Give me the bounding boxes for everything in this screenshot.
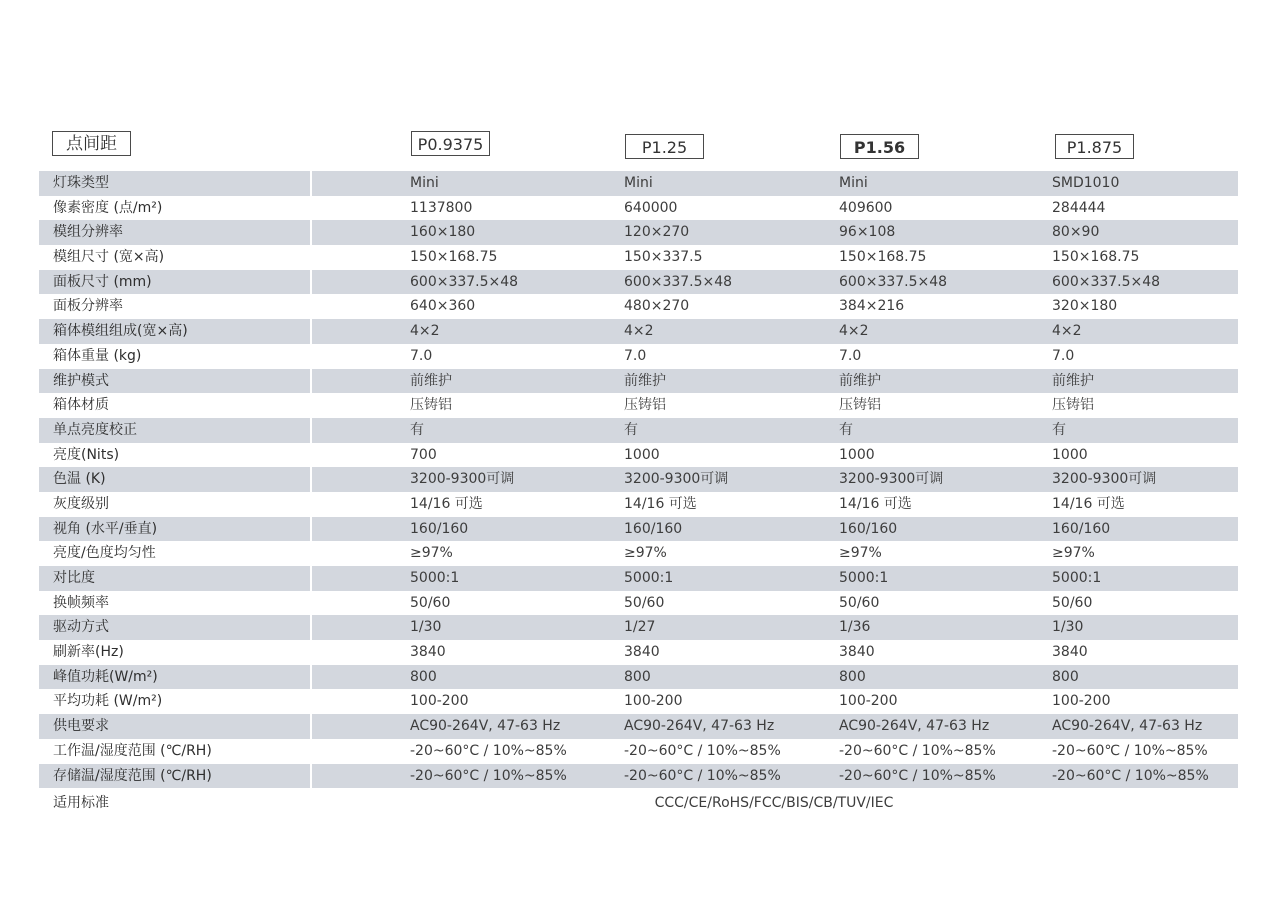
- spec-label: 供电要求: [53, 718, 109, 735]
- spec-value: 50/60: [839, 594, 880, 611]
- spec-row: [39, 319, 1238, 344]
- column-divider: [310, 467, 312, 492]
- spec-value: Mini: [839, 175, 868, 191]
- column-header-p1-56: [840, 134, 919, 159]
- spec-value: 4×2: [624, 323, 654, 340]
- spec-value: 3840: [410, 644, 446, 661]
- spec-value: 3200-9300可调: [839, 471, 944, 488]
- pitch-label: 点间距: [66, 134, 117, 154]
- spec-value: ≥97%: [839, 545, 882, 562]
- standards-label: 适用标准: [53, 795, 109, 812]
- spec-label: 亮度/色度均匀性: [53, 545, 156, 562]
- spec-row: [39, 689, 1238, 714]
- spec-label: 灯珠类型: [53, 175, 109, 191]
- spec-value: AC90-264V, 47-63 Hz: [624, 718, 775, 735]
- standards-row: [39, 788, 1238, 818]
- spec-rows: [39, 171, 1238, 788]
- spec-value: 284444: [1052, 199, 1106, 216]
- spec-row: [39, 393, 1238, 418]
- spec-value: 压铸铝: [624, 397, 666, 414]
- spec-value: ≥97%: [1052, 545, 1095, 562]
- spec-value: 5000:1: [839, 570, 889, 586]
- spec-row: [39, 369, 1238, 394]
- standards-value: CCC/CE/RoHS/FCC/BIS/CB/TUV/IEC: [654, 795, 894, 812]
- spec-label: 刷新率(Hz): [53, 644, 124, 661]
- spec-value: -20~60°C / 10%~85%: [624, 742, 781, 759]
- spec-value: 前维护: [1052, 372, 1094, 389]
- pitch-label-box: [52, 131, 131, 156]
- spec-value: 3840: [624, 644, 660, 661]
- spec-value: 100-200: [410, 693, 469, 710]
- spec-value: 7.0: [410, 347, 433, 364]
- column-divider: [310, 517, 312, 542]
- spec-row: [39, 270, 1238, 295]
- spec-value: 120×270: [624, 224, 690, 241]
- spec-row: [39, 665, 1238, 690]
- spec-row: [39, 566, 1238, 591]
- spec-label: 平均功耗 (W/m²): [53, 693, 163, 710]
- spec-value: 7.0: [839, 347, 862, 364]
- spec-value: 1000: [624, 446, 660, 463]
- spec-value: 150×168.75: [410, 249, 498, 266]
- spec-value: AC90-264V, 47-63 Hz: [410, 718, 561, 735]
- spec-value: 160/160: [839, 520, 898, 537]
- spec-value: 前维护: [839, 372, 881, 389]
- column-divider: [310, 270, 312, 295]
- spec-value: 1/36: [839, 619, 871, 636]
- spec-value: 压铸铝: [839, 397, 881, 414]
- column-divider: [310, 665, 312, 690]
- spec-label: 模组分辨率: [53, 224, 123, 241]
- spec-value: ≥97%: [624, 545, 667, 562]
- column-header-p0-9375: [411, 131, 490, 156]
- column-divider: [310, 319, 312, 344]
- spec-value: 600×337.5×48: [839, 273, 948, 290]
- spec-value: 50/60: [624, 594, 665, 611]
- spec-value: 有: [839, 421, 853, 438]
- spec-value: 14/16 可选: [624, 495, 697, 512]
- spec-row: [39, 344, 1238, 369]
- spec-value: 4×2: [410, 323, 440, 340]
- spec-value: 800: [839, 668, 866, 685]
- spec-value: 5000:1: [410, 570, 460, 586]
- spec-label: 面板尺寸 (mm): [53, 273, 152, 290]
- spec-label: 存储温/湿度范围 (℃/RH): [53, 767, 212, 784]
- spec-label: 视角 (水平/垂直): [53, 520, 158, 537]
- spec-value: AC90-264V, 47-63 Hz: [1052, 718, 1203, 735]
- spec-value: Mini: [624, 175, 653, 191]
- spec-row: [39, 467, 1238, 492]
- spec-value: 1/30: [410, 619, 442, 636]
- spec-value: SMD1010: [1052, 175, 1120, 191]
- column-divider: [310, 615, 312, 640]
- spec-value: 600×337.5×48: [624, 273, 733, 290]
- column-header-p1-875: [1055, 134, 1134, 159]
- spec-label: 箱体重量 (kg): [53, 347, 142, 364]
- column-divider: [310, 418, 312, 443]
- spec-value: -20~60℃ / 10%~85%: [1052, 742, 1208, 759]
- spec-row: [39, 640, 1238, 665]
- spec-row: [39, 517, 1238, 542]
- spec-value: 1000: [839, 446, 875, 463]
- spec-row: [39, 196, 1238, 221]
- spec-label: 灰度级别: [53, 495, 109, 512]
- spec-value: 160/160: [1052, 520, 1111, 537]
- spec-row: [39, 541, 1238, 566]
- spec-value: 14/16 可选: [410, 495, 483, 512]
- spec-row: [39, 171, 1238, 196]
- spec-value: -20~60°C / 10%~85%: [410, 767, 567, 784]
- spec-value: 前维护: [410, 372, 452, 389]
- spec-value: -20~60°C / 10%~85%: [410, 742, 567, 759]
- spec-label: 色温 (K): [53, 471, 106, 488]
- spec-value: 压铸铝: [410, 397, 452, 414]
- spec-value: 800: [624, 668, 651, 685]
- column-divider: [310, 220, 312, 245]
- spec-value: 160×180: [410, 224, 476, 241]
- spec-value: 800: [1052, 668, 1079, 685]
- spec-value: 有: [624, 421, 638, 438]
- spec-row: [39, 714, 1238, 739]
- spec-value: 3200-9300可调: [1052, 471, 1157, 488]
- spec-value: 5000:1: [624, 570, 674, 586]
- spec-value: 150×168.75: [1052, 249, 1140, 266]
- spec-value: 600×337.5×48: [1052, 273, 1161, 290]
- spec-value: 150×337.5: [624, 249, 703, 266]
- spec-row: [39, 245, 1238, 270]
- spec-value: 1000: [1052, 446, 1088, 463]
- spec-label: 像素密度 (点/m²): [53, 199, 163, 216]
- spec-label: 峰值功耗(W/m²): [53, 668, 158, 685]
- spec-row: [39, 418, 1238, 443]
- spec-value: AC90-264V, 47-63 Hz: [839, 718, 990, 735]
- column-divider: [310, 764, 312, 789]
- spec-value: 100-200: [839, 693, 898, 710]
- column-header-p1-25: [625, 134, 704, 159]
- spec-value: 3840: [839, 644, 875, 661]
- spec-label: 单点亮度校正: [53, 421, 137, 438]
- spec-value: ≥97%: [410, 545, 453, 562]
- spec-value: 96×108: [839, 224, 896, 241]
- spec-value: 160/160: [410, 520, 469, 537]
- spec-value: 有: [410, 421, 424, 438]
- spec-label: 维护模式: [53, 372, 109, 389]
- spec-row: [39, 294, 1238, 319]
- column-header-label: P1.56: [853, 138, 906, 157]
- spec-value: 3200-9300可调: [624, 471, 729, 488]
- spec-value: -20~60°C / 10%~85%: [624, 767, 781, 784]
- spec-value: 320×180: [1052, 298, 1118, 315]
- spec-value: 7.0: [624, 347, 647, 364]
- spec-row: [39, 220, 1238, 245]
- spec-value: 5000:1: [1052, 570, 1102, 586]
- spec-row: [39, 591, 1238, 616]
- spec-value: 150×168.75: [839, 249, 927, 266]
- spec-value: 3200-9300可调: [410, 471, 515, 488]
- spec-value: 100-200: [1052, 693, 1111, 710]
- spec-value: 前维护: [624, 372, 666, 389]
- spec-label: 箱体模组组成(宽×高): [53, 323, 188, 340]
- spec-label: 换帧频率: [53, 594, 109, 611]
- spec-label: 工作温/湿度范围 (℃/RH): [53, 742, 212, 759]
- spec-value: 160/160: [624, 520, 683, 537]
- spec-value: 50/60: [1052, 594, 1093, 611]
- spec-value: 50/60: [410, 594, 451, 611]
- spec-value: 640×360: [410, 298, 476, 315]
- spec-value: 700: [410, 446, 437, 463]
- spec-label: 亮度(Nits): [53, 446, 120, 463]
- spec-label: 面板分辨率: [53, 298, 123, 315]
- column-divider: [310, 171, 312, 196]
- spec-value: 1/27: [624, 619, 656, 636]
- spec-label: 对比度: [53, 570, 95, 586]
- spec-value: 384×216: [839, 298, 905, 315]
- spec-label: 驱动方式: [53, 619, 109, 636]
- spec-label: 箱体材质: [53, 397, 109, 414]
- spec-value: 有: [1052, 421, 1066, 438]
- column-header-label: P1.25: [641, 138, 688, 157]
- spec-row: [39, 615, 1238, 640]
- spec-value: 600×337.5×48: [410, 273, 519, 290]
- spec-value: 14/16 可选: [1052, 495, 1125, 512]
- spec-value: -20~60°C / 10%~85%: [839, 742, 996, 759]
- spec-label: 模组尺寸 (宽×高): [53, 249, 165, 266]
- spec-value: 4×2: [839, 323, 869, 340]
- spec-value: 14/16 可选: [839, 495, 912, 512]
- spec-value: 100-200: [624, 693, 683, 710]
- spec-value: -20~60°C / 10%~85%: [839, 767, 996, 784]
- spec-value: 7.0: [1052, 347, 1075, 364]
- spec-value: 80×90: [1052, 224, 1100, 241]
- spec-row: [39, 492, 1238, 517]
- column-divider: [310, 714, 312, 739]
- column-divider: [310, 566, 312, 591]
- spec-row: [39, 443, 1238, 468]
- spec-row: [39, 739, 1238, 764]
- spec-value: 4×2: [1052, 323, 1082, 340]
- spec-value: 1137800: [410, 199, 473, 216]
- spec-table: [39, 171, 1238, 818]
- spec-value: 3840: [1052, 644, 1088, 661]
- spec-value: -20~60°C / 10%~85%: [1052, 767, 1209, 784]
- spec-value: 800: [410, 668, 437, 685]
- spec-value: 640000: [624, 199, 678, 216]
- spec-value: 480×270: [624, 298, 690, 315]
- column-divider: [310, 369, 312, 394]
- spec-row: [39, 764, 1238, 789]
- spec-value: 409600: [839, 199, 893, 216]
- column-header-label: P1.875: [1066, 138, 1123, 157]
- spec-value: Mini: [410, 175, 439, 191]
- spec-value: 1/30: [1052, 619, 1084, 636]
- spec-value: 压铸铝: [1052, 397, 1094, 414]
- column-header-label: P0.9375: [417, 135, 484, 154]
